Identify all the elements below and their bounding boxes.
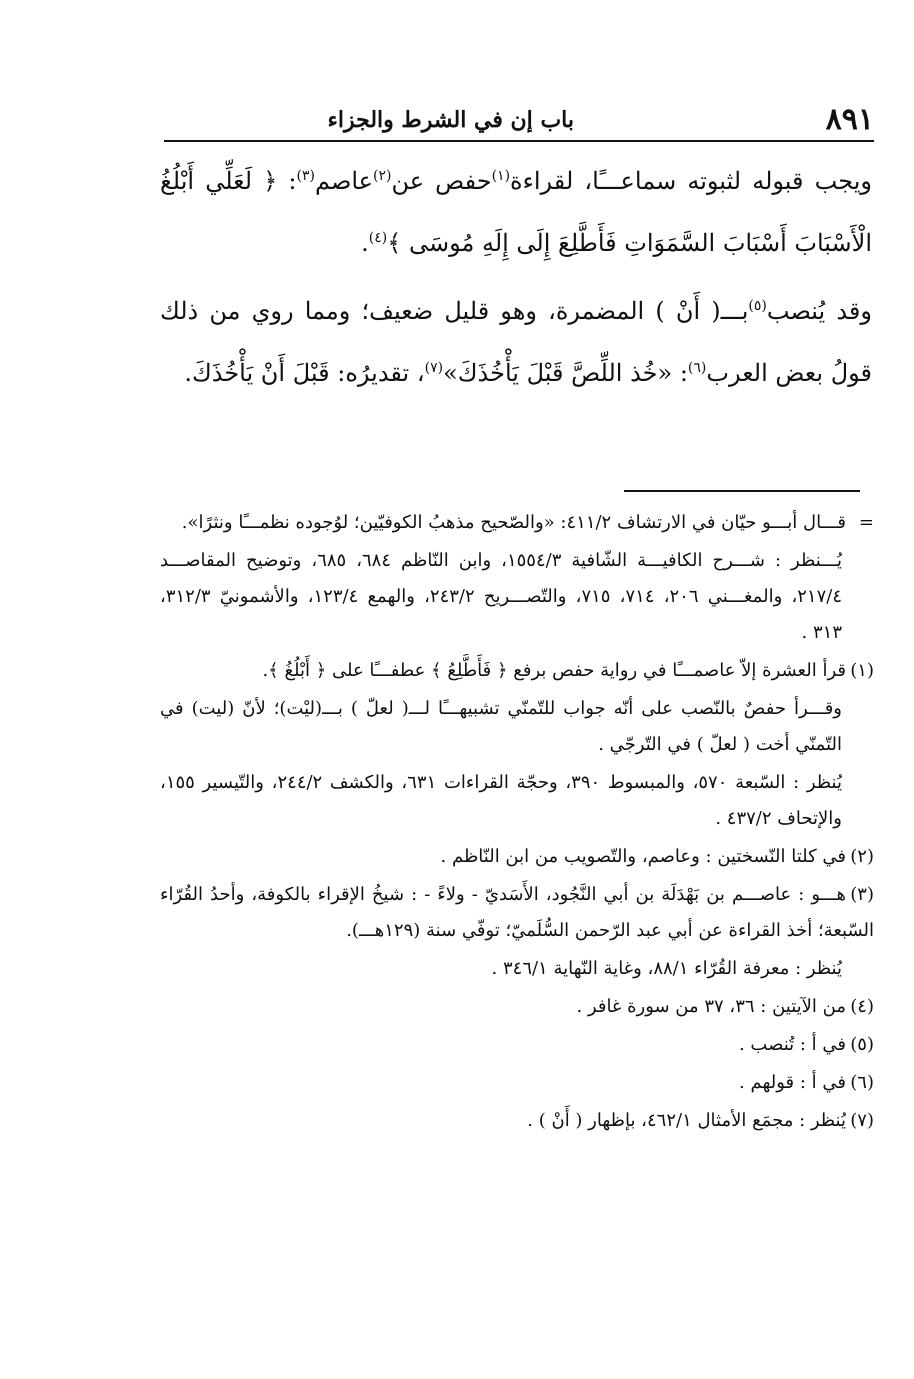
main-paragraph-2: وقد يُنصب$^{(٥)}$بـــ( أَنْ ) المضمرة، وهو قليل ضعيف؛ ومما روي من ذلك قولُ بعض العرب$^{(٦)}$: «خُذ اللِّصَّ قَبْلَ يَأْخُذَكَ»$^{(٧)}$، تقديرُه: قَبْلَ أَنْ يَأْخُذَكَ.: [160, 297, 872, 387]
footnote-marker: (٢): [850, 846, 874, 867]
footnote-ref-6: (٦): [687, 360, 707, 376]
footnote-marker: =: [858, 512, 874, 533]
footnote-2: (٢)في كلتا النّسختين : وعاصم، والتّصويب من ابن النّاظم .: [160, 839, 874, 875]
footnote-ref-3: (٣): [296, 168, 315, 184]
footnote-1-line-2: وقـــرأ حفصٌ بالنّصب على أنّه جواب للتّمنّي تشبيهـــًا لـــ( لعلّ ) بـــ(ليْت)؛ لأنّ (ليت) في التّمنّي أخت ( لعلّ ) في التّرجّي .: [160, 698, 842, 755]
footnote-7: (٧)يُنظر : مجمَع الأمثال ٤٦٢/١، بإظهار ( أَنْ ) .: [160, 1103, 874, 1139]
footnote-5: (٥)في أ : تُنصب .: [160, 1027, 874, 1063]
header-rule: [164, 140, 874, 142]
footnote-ref-7: (٧): [424, 360, 444, 376]
running-title: باب إن في الشرط والجزاء: [327, 107, 574, 133]
footnote-ref-4: (٤): [368, 230, 388, 246]
main-text: [160, 150, 872, 404]
quran-quote: : ﴿ لَعَلِّي أَبْلُغُ الْأَسْبَابَ أَسْبَابَ السَّمَوَاتِ فَأَطَّلِعَ إِلَى إِلَهِ مُوسَى ﴾: [160, 167, 872, 257]
footnote-4: (٤)من الآيتين : ٣٦، ٣٧ من سورة غافر .: [160, 989, 874, 1025]
footnote-marker: (٥): [850, 1034, 874, 1055]
main-paragraph-1: ويجب قبوله لثبوته سماعـــًا، لقراءة$^{(١)}$حفص عن$^{(٢)}$عاصم$^{(٣)}$: ﴿ لَعَلِّي أَبْلُغُ الْأَسْبَابَ أَسْبَابَ السَّمَوَاتِ فَأَطَّلِعَ إِلَى إِلَهِ مُوسَى ﴾$^{(٤)}$.: [160, 167, 872, 257]
page-header: [164, 100, 874, 140]
footnotes: [160, 505, 874, 1141]
footnote-marker: (٧): [850, 1110, 874, 1131]
footnote-continued-sources: يُـــنظر : شـــرح الكافيـــة الشّافية ١٥٥٤/٣، وابن النّاظم ٦٨٤، ٦٨٥، وتوضيح المقاصـــد ٢١٧/٤، والمغـــني ٢٠٦، ٧١٤، ٧١٥، والتّصـــريح ٢٤٣/٢، والهمع ١٢٣/٤، والأشمونيّ ٣١٢/٣، ٣١٣ .: [160, 550, 843, 643]
footnote-3-line-2: يُنظر : معرفة القُرّاء ٨٨/١، وغاية النّهاية ٣٤٦/١ .: [491, 958, 842, 979]
footnote-1: (١)قرأ العشرة إلاّ عاصمـــًا في رواية حفص برفع ﴿ فَأَطَّلِعُ ﴾ عطفـــًا على ﴿ أَبْلُغُ ﴾.: [160, 653, 874, 689]
footnote-continued: =قـــال أبـــو حيّان في الارتشاف ٤١١/٢: «والصّحيح مذهبُ الكوفيّين؛ لوُجوده نظمـــًا ونثرًا».: [160, 505, 874, 541]
footnote-marker: (١): [850, 660, 874, 681]
footnote-ref-5: (٥): [748, 298, 767, 314]
footnote-3: (٣)هـــو : عاصـــم بن بَهْدَلَة بن أبي النَّجُود، الأَسَديّ - ولاءً - : شيخُ الإقراء بالكوفة، وأحدُ القُرّاء السّبعة؛ أخذ القراءة عن أبي عبد الرّحمن السُّلَميّ؛ توفّي سنة (١٢٩هـــ).: [160, 877, 874, 949]
page-number: ٨٩١: [825, 102, 874, 137]
footnote-6: (٦)في أ : قولهم .: [160, 1065, 874, 1101]
footnote-marker: (٤): [850, 996, 874, 1017]
footnote-1-line-3: يُنظر : السّبعة ٥٧٠، والمبسوط ٣٩٠، وحجّة القراءات ٦٣١، والكشف ٢٤٤/٢، والتّيسير ١٥٥، والإتحاف ٤٣٧/٢ .: [160, 772, 842, 829]
footnote-marker: (٣): [850, 884, 874, 905]
footnote-ref-2: (٢): [372, 168, 392, 184]
proverb-quote: : «خُذ اللِّصَّ قَبْلَ يَأْخُذَكَ»: [443, 359, 688, 387]
footnote-separator: [624, 490, 860, 492]
footnote-ref-1: (١): [491, 168, 511, 184]
footnote-marker: (٦): [850, 1072, 874, 1093]
